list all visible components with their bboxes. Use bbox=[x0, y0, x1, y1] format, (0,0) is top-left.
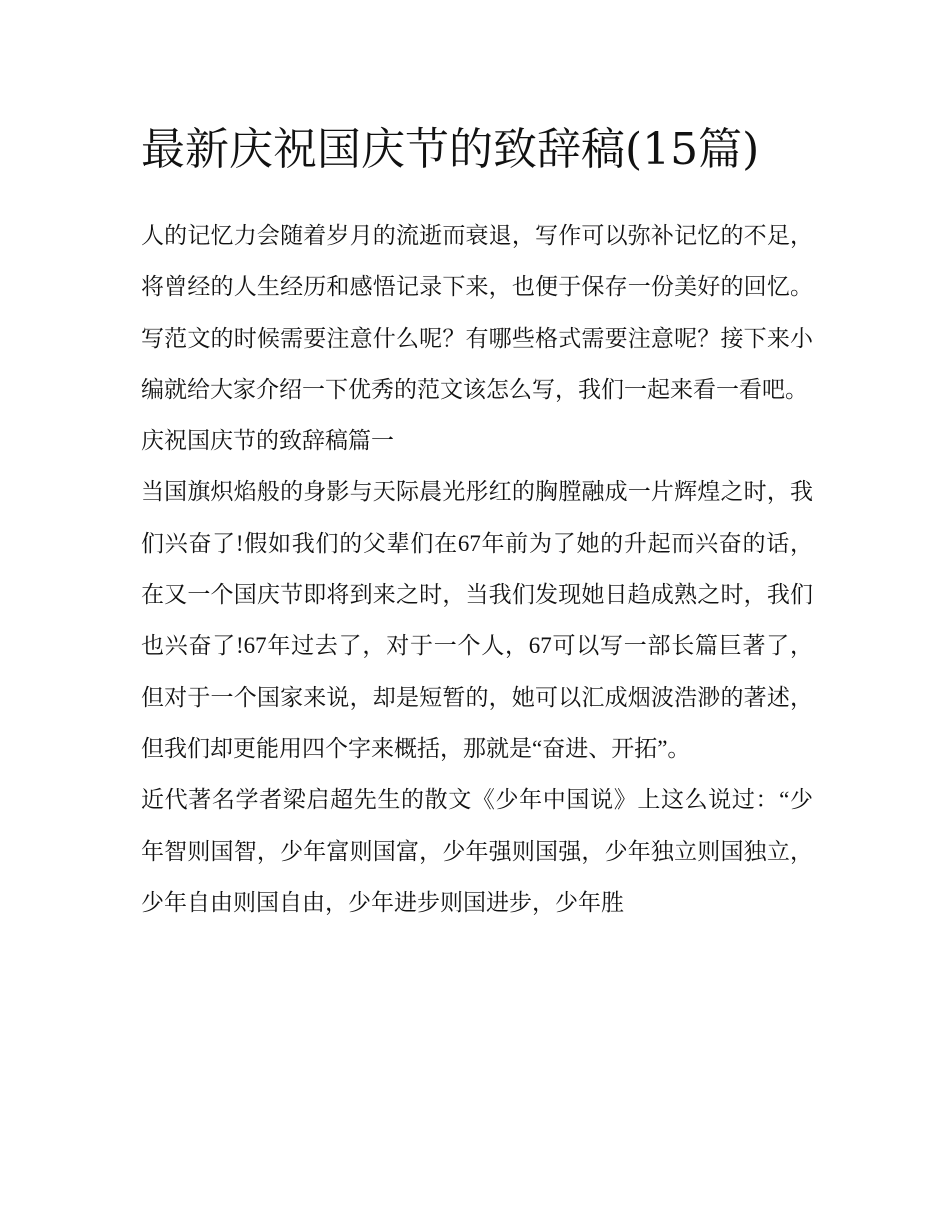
body-paragraph-1: 当国旗炽焰般的身影与天际晨光彤红的胸膛融成一片辉煌之时，我们兴奋了!假如我们的父辈们在67年前为了她的升起而兴奋的话，在又一个国庆节即将到来之时，当我们发现她日趋成熟之时，我们也兴奋了!67年过去了，对于一个人，67可以写一部长篇巨著了，但对于一个国家来说，却是短暂的，她可以汇成烟波浩渺的著述，但我们却更能用四个字来概括，那就是“奋进、开拓”。 bbox=[141, 479, 813, 761]
body-paragraph-2: 近代著名学者梁启超先生的散文《少年中国说》上这么说过：“少年智则国智，少年富则国富，少年强则国强，少年独立则国独立，少年自由则国自由，少年进步则国进步，少年胜 bbox=[141, 787, 813, 915]
intro-paragraph: 人的记忆力会随着岁月的流逝而衰退，写作可以弥补记忆的不足，将曾经的人生经历和感悟记录下来，也便于保存一份美好的回忆。写范文的时候需要注意什么呢？有哪些格式需要注意呢？接下来小编就给大家介绍一下优秀的范文该怎么写，我们一起来看一看吧。 bbox=[141, 223, 813, 402]
document-title: 最新庆祝国庆节的致辞稿(15篇) bbox=[141, 124, 760, 175]
document-body bbox=[141, 112, 813, 928]
section-heading: 庆祝国庆节的致辞稿篇一 bbox=[141, 428, 394, 454]
